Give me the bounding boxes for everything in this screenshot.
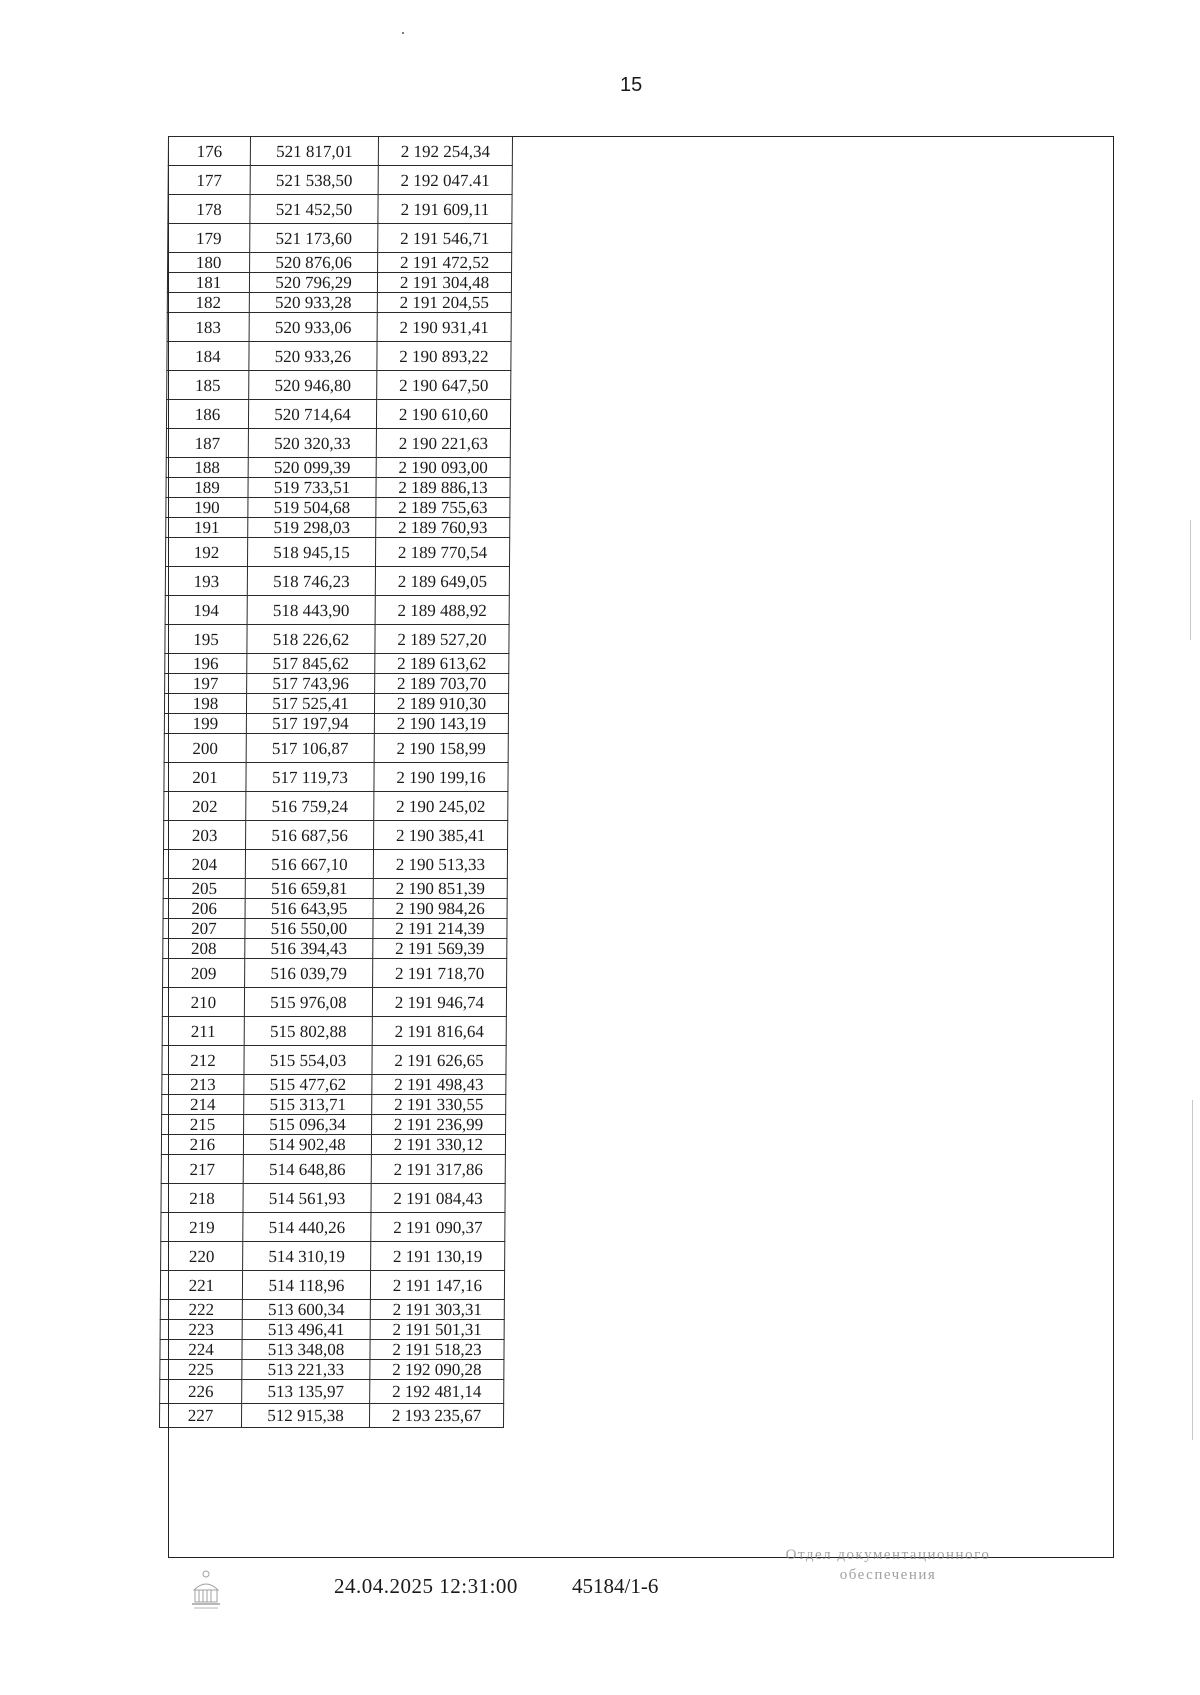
x-coordinate-cell: 513 348,08 bbox=[242, 1340, 370, 1360]
x-coordinate-cell: 517 845,62 bbox=[247, 654, 375, 674]
point-number-cell: 176 bbox=[168, 137, 250, 166]
y-coordinate-cell: 2 193 235,67 bbox=[369, 1404, 503, 1428]
y-coordinate-cell: 2 190 984,26 bbox=[373, 899, 507, 919]
coordinates-table bbox=[159, 136, 513, 1428]
y-coordinate-cell: 2 191 204,55 bbox=[377, 293, 511, 313]
point-number-cell: 182 bbox=[167, 293, 249, 313]
page-number: 15 bbox=[620, 74, 643, 96]
point-number-cell: 180 bbox=[168, 253, 250, 273]
coordinates-table-body bbox=[159, 137, 512, 1428]
y-coordinate-cell: 2 191 330,55 bbox=[372, 1095, 506, 1115]
table-row bbox=[162, 1115, 506, 1135]
y-coordinate-cell: 2 192 481,14 bbox=[370, 1380, 504, 1404]
point-number-cell: 190 bbox=[166, 498, 248, 518]
table-row bbox=[167, 342, 511, 371]
table-row bbox=[162, 988, 506, 1017]
x-coordinate-cell: 514 440,26 bbox=[243, 1213, 371, 1242]
point-number-cell: 184 bbox=[167, 342, 249, 371]
y-coordinate-cell: 2 189 527,20 bbox=[375, 625, 509, 654]
point-number-cell: 183 bbox=[167, 313, 249, 342]
y-coordinate-cell: 2 191 147,16 bbox=[370, 1271, 504, 1300]
x-coordinate-cell: 514 561,93 bbox=[243, 1184, 371, 1213]
table-row bbox=[167, 293, 511, 313]
y-coordinate-cell: 2 191 546,71 bbox=[378, 224, 512, 253]
stamp-line-1: Отдел документационного bbox=[785, 1547, 991, 1563]
point-number-cell: 201 bbox=[164, 763, 246, 792]
table-row bbox=[162, 1046, 506, 1075]
x-coordinate-cell: 518 945,15 bbox=[247, 538, 375, 567]
emblem-icon bbox=[186, 1568, 226, 1614]
table-row bbox=[165, 674, 509, 694]
scan-speck bbox=[402, 32, 404, 34]
x-coordinate-cell: 520 099,39 bbox=[248, 458, 376, 478]
y-coordinate-cell: 2 191 501,31 bbox=[370, 1320, 504, 1340]
footer-document-code: 45184/1-6 bbox=[572, 1574, 659, 1598]
x-coordinate-cell: 520 796,29 bbox=[249, 273, 377, 293]
table-row bbox=[164, 714, 508, 734]
point-number-cell: 200 bbox=[164, 734, 246, 763]
point-number-cell: 185 bbox=[167, 371, 249, 400]
y-coordinate-cell: 2 189 703,70 bbox=[375, 674, 509, 694]
x-coordinate-cell: 517 119,73 bbox=[246, 763, 374, 792]
scan-edge-mark bbox=[1190, 520, 1191, 640]
y-coordinate-cell: 2 189 770,54 bbox=[375, 538, 509, 567]
table-row bbox=[163, 919, 507, 939]
x-coordinate-cell: 515 313,71 bbox=[244, 1095, 372, 1115]
point-number-cell: 219 bbox=[161, 1213, 243, 1242]
point-number-cell: 196 bbox=[165, 654, 247, 674]
x-coordinate-cell: 520 933,26 bbox=[249, 342, 377, 371]
y-coordinate-cell: 2 191 609,11 bbox=[378, 195, 512, 224]
point-number-cell: 208 bbox=[163, 939, 245, 959]
table-row bbox=[167, 313, 511, 342]
table-row bbox=[160, 1271, 504, 1300]
y-coordinate-cell: 2 191 518,23 bbox=[370, 1340, 504, 1360]
point-number-cell: 194 bbox=[165, 596, 247, 625]
y-coordinate-cell: 2 191 130,19 bbox=[371, 1242, 505, 1271]
footer-datetime: 24.04.2025 12:31:00 bbox=[334, 1574, 518, 1598]
x-coordinate-cell: 520 320,33 bbox=[248, 429, 376, 458]
point-number-cell: 181 bbox=[167, 273, 249, 293]
table-row bbox=[167, 371, 511, 400]
table-row bbox=[168, 137, 512, 166]
table-row bbox=[165, 538, 509, 567]
y-coordinate-cell: 2 192 090,28 bbox=[370, 1360, 504, 1380]
table-row bbox=[161, 1155, 505, 1184]
y-coordinate-cell: 2 190 221,63 bbox=[376, 429, 510, 458]
table-row bbox=[161, 1242, 505, 1271]
point-number-cell: 178 bbox=[168, 195, 250, 224]
table-row bbox=[160, 1340, 504, 1360]
x-coordinate-cell: 514 902,48 bbox=[243, 1135, 371, 1155]
y-coordinate-cell: 2 191 816,64 bbox=[372, 1017, 506, 1046]
table-row bbox=[166, 400, 510, 429]
table-row bbox=[164, 694, 508, 714]
department-stamp bbox=[748, 1546, 1028, 1585]
y-coordinate-cell: 2 190 893,22 bbox=[377, 342, 511, 371]
x-coordinate-cell: 516 667,10 bbox=[245, 850, 373, 879]
table-row bbox=[168, 195, 512, 224]
x-coordinate-cell: 518 226,62 bbox=[247, 625, 375, 654]
y-coordinate-cell: 2 190 245,02 bbox=[374, 792, 508, 821]
table-row bbox=[168, 253, 512, 273]
point-number-cell: 212 bbox=[162, 1046, 244, 1075]
point-number-cell: 203 bbox=[164, 821, 246, 850]
point-number-cell: 210 bbox=[162, 988, 244, 1017]
y-coordinate-cell: 2 191 718,70 bbox=[373, 959, 507, 988]
x-coordinate-cell: 521 538,50 bbox=[250, 166, 378, 195]
y-coordinate-cell: 2 191 304,48 bbox=[377, 273, 511, 293]
x-coordinate-cell: 517 106,87 bbox=[246, 734, 374, 763]
y-coordinate-cell: 2 190 513,33 bbox=[373, 850, 507, 879]
y-coordinate-cell: 2 192 047.41 bbox=[378, 166, 512, 195]
point-number-cell: 179 bbox=[168, 224, 250, 253]
y-coordinate-cell: 2 190 647,50 bbox=[377, 371, 511, 400]
point-number-cell: 223 bbox=[160, 1320, 242, 1340]
point-number-cell: 186 bbox=[166, 400, 248, 429]
x-coordinate-cell: 520 933,06 bbox=[249, 313, 377, 342]
x-coordinate-cell: 513 221,33 bbox=[242, 1360, 370, 1380]
point-number-cell: 217 bbox=[161, 1155, 243, 1184]
table-row bbox=[166, 429, 510, 458]
y-coordinate-cell: 2 190 093,00 bbox=[376, 458, 510, 478]
table-row bbox=[162, 1095, 506, 1115]
x-coordinate-cell: 518 746,23 bbox=[247, 567, 375, 596]
point-number-cell: 227 bbox=[159, 1404, 241, 1428]
table-row bbox=[166, 458, 510, 478]
point-number-cell: 207 bbox=[163, 919, 245, 939]
table-row bbox=[159, 1404, 503, 1428]
y-coordinate-cell: 2 191 084,43 bbox=[371, 1184, 505, 1213]
point-number-cell: 225 bbox=[160, 1360, 242, 1380]
y-coordinate-cell: 2 191 214,39 bbox=[373, 919, 507, 939]
table-row bbox=[160, 1300, 504, 1320]
y-coordinate-cell: 2 191 626,65 bbox=[372, 1046, 506, 1075]
y-coordinate-cell: 2 189 760,93 bbox=[376, 518, 510, 538]
y-coordinate-cell: 2 190 931,41 bbox=[377, 313, 511, 342]
table-row bbox=[164, 821, 508, 850]
x-coordinate-cell: 516 550,00 bbox=[245, 919, 373, 939]
y-coordinate-cell: 2 189 649,05 bbox=[375, 567, 509, 596]
x-coordinate-cell: 515 477,62 bbox=[244, 1075, 372, 1095]
table-row bbox=[164, 792, 508, 821]
point-number-cell: 199 bbox=[164, 714, 246, 734]
table-row bbox=[160, 1320, 504, 1340]
point-number-cell: 193 bbox=[165, 567, 247, 596]
table-row bbox=[168, 166, 512, 195]
table-row bbox=[160, 1380, 504, 1404]
y-coordinate-cell: 2 190 199,16 bbox=[374, 763, 508, 792]
table-row bbox=[163, 850, 507, 879]
point-number-cell: 187 bbox=[166, 429, 248, 458]
y-coordinate-cell: 2 191 330,12 bbox=[371, 1135, 505, 1155]
x-coordinate-cell: 518 443,90 bbox=[247, 596, 375, 625]
x-coordinate-cell: 519 733,51 bbox=[248, 478, 376, 498]
y-coordinate-cell: 2 191 303,31 bbox=[370, 1300, 504, 1320]
point-number-cell: 206 bbox=[163, 899, 245, 919]
table-row bbox=[164, 734, 508, 763]
y-coordinate-cell: 2 191 498,43 bbox=[372, 1075, 506, 1095]
x-coordinate-cell: 520 946,80 bbox=[249, 371, 377, 400]
x-coordinate-cell: 521 173,60 bbox=[250, 224, 378, 253]
x-coordinate-cell: 516 659,81 bbox=[245, 879, 373, 899]
x-coordinate-cell: 514 310,19 bbox=[243, 1242, 371, 1271]
x-coordinate-cell: 513 496,41 bbox=[242, 1320, 370, 1340]
table-row bbox=[166, 478, 510, 498]
table-row bbox=[165, 596, 509, 625]
x-coordinate-cell: 513 600,34 bbox=[242, 1300, 370, 1320]
y-coordinate-cell: 2 189 755,63 bbox=[376, 498, 510, 518]
x-coordinate-cell: 516 687,56 bbox=[246, 821, 374, 850]
point-number-cell: 177 bbox=[168, 166, 250, 195]
point-number-cell: 213 bbox=[162, 1075, 244, 1095]
table-row bbox=[168, 224, 512, 253]
y-coordinate-cell: 2 190 158,99 bbox=[374, 734, 508, 763]
x-coordinate-cell: 514 648,86 bbox=[243, 1155, 371, 1184]
point-number-cell: 191 bbox=[166, 518, 248, 538]
stamp-line-2: обеспечения bbox=[839, 1566, 937, 1583]
table-row bbox=[163, 899, 507, 919]
y-coordinate-cell: 2 191 236,99 bbox=[372, 1115, 506, 1135]
point-number-cell: 205 bbox=[163, 879, 245, 899]
x-coordinate-cell: 517 197,94 bbox=[246, 714, 374, 734]
table-row bbox=[161, 1213, 505, 1242]
point-number-cell: 215 bbox=[162, 1115, 244, 1135]
table-row bbox=[163, 939, 507, 959]
table-row bbox=[163, 879, 507, 899]
y-coordinate-cell: 2 189 613,62 bbox=[375, 654, 509, 674]
point-number-cell: 220 bbox=[161, 1242, 243, 1271]
point-number-cell: 216 bbox=[161, 1135, 243, 1155]
x-coordinate-cell: 513 135,97 bbox=[242, 1380, 370, 1404]
point-number-cell: 202 bbox=[164, 792, 246, 821]
x-coordinate-cell: 516 039,79 bbox=[245, 959, 373, 988]
point-number-cell: 188 bbox=[166, 458, 248, 478]
x-coordinate-cell: 519 298,03 bbox=[248, 518, 376, 538]
x-coordinate-cell: 515 554,03 bbox=[244, 1046, 372, 1075]
point-number-cell: 198 bbox=[164, 694, 246, 714]
x-coordinate-cell: 515 976,08 bbox=[244, 988, 372, 1017]
point-number-cell: 197 bbox=[165, 674, 247, 694]
table-row bbox=[165, 654, 509, 674]
y-coordinate-cell: 2 191 317,86 bbox=[371, 1155, 505, 1184]
scan-edge-mark bbox=[1192, 1100, 1193, 1440]
x-coordinate-cell: 516 394,43 bbox=[245, 939, 373, 959]
y-coordinate-cell: 2 190 385,41 bbox=[374, 821, 508, 850]
point-number-cell: 214 bbox=[162, 1095, 244, 1115]
x-coordinate-cell: 514 118,96 bbox=[242, 1271, 370, 1300]
table-row bbox=[163, 959, 507, 988]
table-row bbox=[165, 567, 509, 596]
table-row bbox=[162, 1017, 506, 1046]
table-row bbox=[161, 1135, 505, 1155]
x-coordinate-cell: 517 743,96 bbox=[247, 674, 375, 694]
y-coordinate-cell: 2 189 488,92 bbox=[375, 596, 509, 625]
table-row bbox=[160, 1360, 504, 1380]
point-number-cell: 222 bbox=[160, 1300, 242, 1320]
x-coordinate-cell: 517 525,41 bbox=[246, 694, 374, 714]
x-coordinate-cell: 520 714,64 bbox=[248, 400, 376, 429]
y-coordinate-cell: 2 190 143,19 bbox=[374, 714, 508, 734]
table-row bbox=[166, 518, 510, 538]
point-number-cell: 218 bbox=[161, 1184, 243, 1213]
point-number-cell: 189 bbox=[166, 478, 248, 498]
point-number-cell: 224 bbox=[160, 1340, 242, 1360]
x-coordinate-cell: 512 915,38 bbox=[241, 1404, 369, 1428]
point-number-cell: 204 bbox=[163, 850, 245, 879]
y-coordinate-cell: 2 191 569,39 bbox=[373, 939, 507, 959]
point-number-cell: 192 bbox=[165, 538, 247, 567]
x-coordinate-cell: 520 876,06 bbox=[250, 253, 378, 273]
y-coordinate-cell: 2 189 886,13 bbox=[376, 478, 510, 498]
y-coordinate-cell: 2 192 254,34 bbox=[378, 137, 512, 166]
y-coordinate-cell: 2 191 090,37 bbox=[371, 1213, 505, 1242]
y-coordinate-cell: 2 189 910,30 bbox=[374, 694, 508, 714]
y-coordinate-cell: 2 191 946,74 bbox=[372, 988, 506, 1017]
x-coordinate-cell: 519 504,68 bbox=[248, 498, 376, 518]
point-number-cell: 195 bbox=[165, 625, 247, 654]
table-row bbox=[166, 498, 510, 518]
point-number-cell: 211 bbox=[162, 1017, 244, 1046]
x-coordinate-cell: 515 802,88 bbox=[244, 1017, 372, 1046]
x-coordinate-cell: 516 759,24 bbox=[246, 792, 374, 821]
table-row bbox=[162, 1075, 506, 1095]
table-row bbox=[165, 625, 509, 654]
x-coordinate-cell: 520 933,28 bbox=[249, 293, 377, 313]
table-row bbox=[161, 1184, 505, 1213]
y-coordinate-cell: 2 190 610,60 bbox=[376, 400, 510, 429]
y-coordinate-cell: 2 191 472,52 bbox=[378, 253, 512, 273]
x-coordinate-cell: 521 817,01 bbox=[250, 137, 378, 166]
point-number-cell: 226 bbox=[160, 1380, 242, 1404]
point-number-cell: 221 bbox=[160, 1271, 242, 1300]
x-coordinate-cell: 521 452,50 bbox=[250, 195, 378, 224]
table-row bbox=[167, 273, 511, 293]
x-coordinate-cell: 515 096,34 bbox=[244, 1115, 372, 1135]
table-row bbox=[164, 763, 508, 792]
y-coordinate-cell: 2 190 851,39 bbox=[373, 879, 507, 899]
point-number-cell: 209 bbox=[163, 959, 245, 988]
x-coordinate-cell: 516 643,95 bbox=[245, 899, 373, 919]
